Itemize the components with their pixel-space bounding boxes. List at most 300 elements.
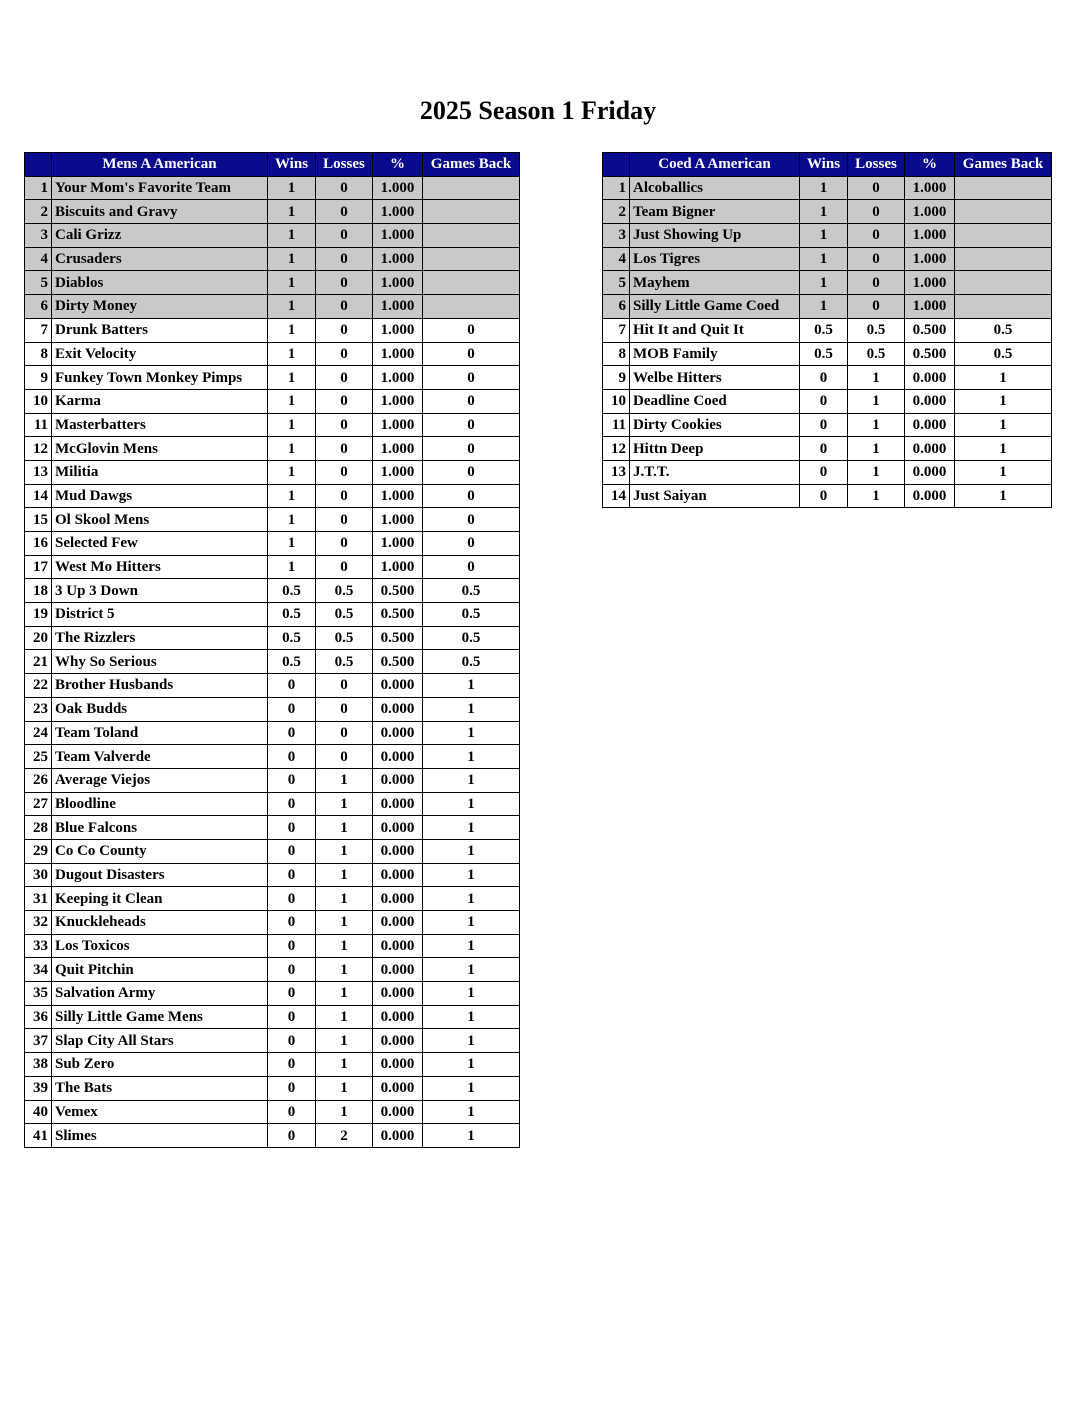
team-name-cell: Just Showing Up — [630, 224, 800, 248]
table-row — [25, 1053, 520, 1077]
rank-cell: 9 — [25, 366, 52, 390]
pct-cell: 0.000 — [373, 839, 423, 863]
games-back-cell: 0.5 — [955, 318, 1052, 342]
losses-cell: 0.5 — [316, 626, 373, 650]
losses-cell: 0 — [848, 247, 905, 271]
team-name-cell: Crusaders — [52, 247, 268, 271]
wins-cell: 0.5 — [268, 579, 316, 603]
rank-cell: 17 — [25, 555, 52, 579]
division-header: Coed A American — [630, 153, 800, 177]
table-row — [25, 721, 520, 745]
wins-cell: 0 — [268, 1053, 316, 1077]
table-row — [25, 1029, 520, 1053]
games-back-cell: 0.5 — [423, 579, 520, 603]
losses-cell: 1 — [316, 934, 373, 958]
table-row — [603, 176, 1052, 200]
wins-cell: 1 — [268, 318, 316, 342]
losses-cell: 0 — [316, 295, 373, 319]
team-name-cell: Hit It and Quit It — [630, 318, 800, 342]
pct-cell: 0.500 — [373, 579, 423, 603]
losses-cell: 1 — [316, 792, 373, 816]
losses-cell: 0 — [316, 555, 373, 579]
wins-cell: 0.5 — [268, 626, 316, 650]
wins-cell: 0 — [268, 745, 316, 769]
pct-cell: 0.000 — [373, 721, 423, 745]
table-row — [25, 200, 520, 224]
division-header: Mens A American — [52, 153, 268, 177]
pct-cell: 0.000 — [373, 887, 423, 911]
pct-cell: 0.000 — [373, 1124, 423, 1148]
wins-cell: 0 — [268, 721, 316, 745]
wins-cell: 0 — [268, 1029, 316, 1053]
rank-cell: 12 — [603, 437, 630, 461]
rank-cell: 35 — [25, 982, 52, 1006]
rank-cell: 34 — [25, 958, 52, 982]
wins-cell: 1 — [268, 389, 316, 413]
table-row — [25, 295, 520, 319]
table-row — [603, 437, 1052, 461]
losses-cell: 1 — [316, 1053, 373, 1077]
pct-cell: 1.000 — [373, 200, 423, 224]
losses-cell: 0 — [316, 247, 373, 271]
team-name-cell: Alcoballics — [630, 176, 800, 200]
team-name-cell: Drunk Batters — [52, 318, 268, 342]
pct-cell: 1.000 — [373, 295, 423, 319]
games-back-cell: 1 — [955, 484, 1052, 508]
pct-cell: 1.000 — [373, 508, 423, 532]
team-name-cell: Blue Falcons — [52, 816, 268, 840]
games-back-cell: 1 — [423, 721, 520, 745]
pct-cell: 0.000 — [373, 745, 423, 769]
team-name-cell: District 5 — [52, 603, 268, 627]
wins-cell: 1 — [800, 247, 848, 271]
rank-cell: 1 — [603, 176, 630, 200]
wins-cell: 1 — [268, 437, 316, 461]
pct-cell: 0.000 — [373, 697, 423, 721]
pct-cell: 0.000 — [373, 792, 423, 816]
losses-cell: 1 — [848, 437, 905, 461]
losses-cell: 0.5 — [316, 579, 373, 603]
games-back-cell — [423, 271, 520, 295]
losses-cell: 0 — [848, 271, 905, 295]
losses-cell: 0 — [316, 437, 373, 461]
games-back-cell: 1 — [423, 816, 520, 840]
losses-cell: 2 — [316, 1124, 373, 1148]
losses-cell: 1 — [316, 863, 373, 887]
team-name-cell: Selected Few — [52, 532, 268, 556]
page-title: 2025 Season 1 Friday — [419, 96, 657, 125]
rank-header — [25, 153, 52, 177]
games-back-cell: 1 — [423, 745, 520, 769]
team-name-cell: 3 Up 3 Down — [52, 579, 268, 603]
losses-cell: 1 — [316, 1100, 373, 1124]
table-row — [25, 792, 520, 816]
team-name-cell: J.T.T. — [630, 460, 800, 484]
rank-cell: 7 — [25, 318, 52, 342]
games-back-cell: 0 — [423, 484, 520, 508]
games-back-cell: 1 — [423, 1029, 520, 1053]
team-name-cell: Knuckleheads — [52, 911, 268, 935]
rank-cell: 31 — [25, 887, 52, 911]
rank-cell: 5 — [25, 271, 52, 295]
pct-cell: 0.000 — [905, 484, 955, 508]
table-row — [25, 508, 520, 532]
losses-cell: 1 — [848, 389, 905, 413]
team-name-cell: Salvation Army — [52, 982, 268, 1006]
losses-cell: 1 — [316, 1076, 373, 1100]
losses-cell: 0 — [848, 224, 905, 248]
pct-cell: 1.000 — [373, 555, 423, 579]
pct-cell: 1.000 — [373, 532, 423, 556]
rank-cell: 4 — [25, 247, 52, 271]
losses-cell: 0 — [316, 532, 373, 556]
losses-cell: 0 — [316, 224, 373, 248]
wins-cell: 0 — [268, 1005, 316, 1029]
table-row — [25, 982, 520, 1006]
games-back-cell — [423, 224, 520, 248]
games-back-cell: 0.5 — [423, 650, 520, 674]
wins-cell: 1 — [800, 271, 848, 295]
wins-cell: 0 — [800, 460, 848, 484]
losses-cell: 0.5 — [316, 603, 373, 627]
rank-cell: 27 — [25, 792, 52, 816]
team-name-cell: Keeping it Clean — [52, 887, 268, 911]
losses-cell: 0 — [316, 389, 373, 413]
wins-cell: 1 — [800, 176, 848, 200]
table-row — [25, 389, 520, 413]
wins-cell: 0 — [800, 437, 848, 461]
pct-cell: 0.000 — [373, 934, 423, 958]
wins-cell: 0 — [268, 697, 316, 721]
table-row — [25, 532, 520, 556]
losses-header: Losses — [316, 153, 373, 177]
wins-cell: 1 — [268, 532, 316, 556]
team-name-cell: Militia — [52, 460, 268, 484]
team-name-cell: Mayhem — [630, 271, 800, 295]
rank-cell: 11 — [25, 413, 52, 437]
wins-cell: 0.5 — [800, 318, 848, 342]
losses-cell: 1 — [316, 1005, 373, 1029]
team-name-cell: Karma — [52, 389, 268, 413]
pct-cell: 0.000 — [373, 1005, 423, 1029]
rank-cell: 6 — [603, 295, 630, 319]
table-row — [25, 887, 520, 911]
games-back-cell: 1 — [423, 1124, 520, 1148]
games-back-cell: 1 — [423, 1005, 520, 1029]
pct-cell: 1.000 — [373, 484, 423, 508]
losses-cell: 0 — [316, 200, 373, 224]
team-name-cell: Silly Little Game Mens — [52, 1005, 268, 1029]
pct-cell: 0.500 — [905, 342, 955, 366]
table-row — [25, 271, 520, 295]
wins-cell: 0 — [268, 1124, 316, 1148]
pct-cell: 1.000 — [373, 342, 423, 366]
games-back-cell: 0 — [423, 389, 520, 413]
wins-header: Wins — [268, 153, 316, 177]
table-row — [25, 745, 520, 769]
table-row — [25, 318, 520, 342]
pct-cell: 0.000 — [373, 674, 423, 698]
pct-cell: 1.000 — [373, 271, 423, 295]
table-row — [603, 389, 1052, 413]
table-row — [25, 579, 520, 603]
wins-cell: 0 — [268, 839, 316, 863]
wins-cell: 0 — [268, 982, 316, 1006]
team-name-cell: The Rizzlers — [52, 626, 268, 650]
games-back-cell — [423, 247, 520, 271]
pct-cell: 0.000 — [373, 958, 423, 982]
games-back-cell: 0 — [423, 532, 520, 556]
rank-cell: 1 — [25, 176, 52, 200]
table-row — [25, 176, 520, 200]
rank-cell: 19 — [25, 603, 52, 627]
pct-cell: 0.000 — [905, 413, 955, 437]
team-name-cell: Los Toxicos — [52, 934, 268, 958]
team-name-cell: Slimes — [52, 1124, 268, 1148]
wins-cell: 1 — [800, 295, 848, 319]
wins-cell: 1 — [268, 176, 316, 200]
games-back-cell: 1 — [423, 911, 520, 935]
wins-cell: 0 — [268, 792, 316, 816]
games-back-cell — [955, 295, 1052, 319]
wins-cell: 1 — [268, 247, 316, 271]
table-row — [25, 697, 520, 721]
pct-cell: 1.000 — [373, 413, 423, 437]
team-name-cell: Bloodline — [52, 792, 268, 816]
team-name-cell: Quit Pitchin — [52, 958, 268, 982]
table-row — [25, 958, 520, 982]
team-name-cell: West Mo Hitters — [52, 555, 268, 579]
table-row — [25, 1124, 520, 1148]
games-back-cell — [955, 200, 1052, 224]
rank-cell: 2 — [603, 200, 630, 224]
games-back-cell: 1 — [423, 768, 520, 792]
pct-header: % — [905, 153, 955, 177]
rank-cell: 26 — [25, 768, 52, 792]
losses-cell: 0 — [316, 271, 373, 295]
rank-cell: 41 — [25, 1124, 52, 1148]
wins-cell: 1 — [268, 224, 316, 248]
games-back-cell: 1 — [423, 1053, 520, 1077]
table-row — [25, 816, 520, 840]
games-back-cell: 1 — [423, 934, 520, 958]
team-name-cell: MOB Family — [630, 342, 800, 366]
team-name-cell: Welbe Hitters — [630, 366, 800, 390]
team-name-cell: The Bats — [52, 1076, 268, 1100]
team-name-cell: Brother Husbands — [52, 674, 268, 698]
rank-cell: 21 — [25, 650, 52, 674]
table-row — [25, 768, 520, 792]
table-row — [603, 413, 1052, 437]
rank-cell: 32 — [25, 911, 52, 935]
games-back-cell — [955, 224, 1052, 248]
rank-cell: 5 — [603, 271, 630, 295]
team-name-cell: Los Tigres — [630, 247, 800, 271]
table-row — [25, 555, 520, 579]
games-back-cell: 0 — [423, 318, 520, 342]
pct-cell: 0.000 — [905, 366, 955, 390]
pct-cell: 0.000 — [373, 863, 423, 887]
wins-cell: 1 — [800, 224, 848, 248]
losses-cell: 0 — [316, 342, 373, 366]
table-header-row — [603, 153, 1052, 177]
games-back-cell: 1 — [955, 413, 1052, 437]
rank-cell: 14 — [25, 484, 52, 508]
games-back-cell — [955, 271, 1052, 295]
wins-cell: 0 — [800, 389, 848, 413]
team-name-cell: Vemex — [52, 1100, 268, 1124]
table-row — [603, 271, 1052, 295]
pct-cell: 1.000 — [905, 247, 955, 271]
losses-cell: 0 — [316, 721, 373, 745]
pct-cell: 1.000 — [373, 437, 423, 461]
wins-cell: 1 — [268, 366, 316, 390]
rank-cell: 12 — [25, 437, 52, 461]
rank-cell: 39 — [25, 1076, 52, 1100]
wins-cell: 0 — [800, 484, 848, 508]
table-row — [25, 413, 520, 437]
pct-cell: 1.000 — [905, 176, 955, 200]
games-back-cell: 1 — [955, 366, 1052, 390]
losses-cell: 0 — [316, 366, 373, 390]
table-row — [25, 247, 520, 271]
pct-cell: 0.000 — [373, 911, 423, 935]
losses-header: Losses — [848, 153, 905, 177]
table-row — [25, 603, 520, 627]
pct-cell: 0.000 — [373, 1100, 423, 1124]
pct-cell: 0.000 — [373, 1053, 423, 1077]
rank-cell: 9 — [603, 366, 630, 390]
games-back-cell — [423, 200, 520, 224]
games-back-cell — [955, 247, 1052, 271]
table-row — [25, 911, 520, 935]
team-name-cell: Masterbatters — [52, 413, 268, 437]
pct-cell: 1.000 — [373, 176, 423, 200]
games-back-cell: 0 — [423, 508, 520, 532]
team-name-cell: Slap City All Stars — [52, 1029, 268, 1053]
wins-cell: 0 — [268, 863, 316, 887]
table-row — [25, 484, 520, 508]
games-back-cell: 1 — [955, 389, 1052, 413]
pct-cell: 1.000 — [905, 224, 955, 248]
table-row — [603, 295, 1052, 319]
wins-header: Wins — [800, 153, 848, 177]
table-header-row — [25, 153, 520, 177]
pct-cell: 0.500 — [373, 603, 423, 627]
team-name-cell: Diablos — [52, 271, 268, 295]
games-back-cell: 1 — [423, 982, 520, 1006]
games-back-cell: 1 — [423, 887, 520, 911]
rank-cell: 11 — [603, 413, 630, 437]
wins-cell: 0.5 — [800, 342, 848, 366]
rank-cell: 38 — [25, 1053, 52, 1077]
table-row — [25, 460, 520, 484]
table-row — [603, 484, 1052, 508]
rank-cell: 36 — [25, 1005, 52, 1029]
pct-cell: 0.000 — [373, 982, 423, 1006]
rank-cell: 8 — [603, 342, 630, 366]
rank-cell: 7 — [603, 318, 630, 342]
rank-cell: 8 — [25, 342, 52, 366]
wins-cell: 1 — [268, 484, 316, 508]
pct-header: % — [373, 153, 423, 177]
losses-cell: 0 — [848, 176, 905, 200]
losses-cell: 0.5 — [848, 318, 905, 342]
team-name-cell: Funkey Town Monkey Pimps — [52, 366, 268, 390]
pct-cell: 1.000 — [373, 224, 423, 248]
table-row — [25, 863, 520, 887]
games-back-cell: 0.5 — [423, 626, 520, 650]
pct-cell: 1.000 — [373, 366, 423, 390]
table-row — [25, 1005, 520, 1029]
wins-cell: 0.5 — [268, 650, 316, 674]
rank-cell: 24 — [25, 721, 52, 745]
rank-cell: 13 — [603, 460, 630, 484]
games-back-cell — [423, 295, 520, 319]
losses-cell: 1 — [316, 958, 373, 982]
table-row — [603, 224, 1052, 248]
table-row — [25, 934, 520, 958]
losses-cell: 1 — [848, 460, 905, 484]
wins-cell: 1 — [268, 555, 316, 579]
losses-cell: 0 — [848, 295, 905, 319]
wins-cell: 1 — [268, 413, 316, 437]
rank-cell: 2 — [25, 200, 52, 224]
table-row — [25, 224, 520, 248]
games-back-cell: 0 — [423, 437, 520, 461]
losses-cell: 0.5 — [848, 342, 905, 366]
rank-cell: 30 — [25, 863, 52, 887]
games-back-cell: 1 — [423, 958, 520, 982]
team-name-cell: Hittn Deep — [630, 437, 800, 461]
losses-cell: 0.5 — [316, 650, 373, 674]
pct-cell: 1.000 — [373, 389, 423, 413]
games-back-cell: 1 — [423, 839, 520, 863]
team-name-cell: Dirty Cookies — [630, 413, 800, 437]
wins-cell: 0 — [268, 958, 316, 982]
pct-cell: 0.000 — [373, 1076, 423, 1100]
wins-cell: 0 — [268, 816, 316, 840]
losses-cell: 0 — [316, 697, 373, 721]
losses-cell: 0 — [316, 460, 373, 484]
rank-cell: 14 — [603, 484, 630, 508]
losses-cell: 1 — [848, 366, 905, 390]
rank-cell: 10 — [603, 389, 630, 413]
team-name-cell: Dugout Disasters — [52, 863, 268, 887]
rank-cell: 25 — [25, 745, 52, 769]
games-back-cell: 0 — [423, 460, 520, 484]
pct-cell: 1.000 — [905, 200, 955, 224]
wins-cell: 1 — [800, 200, 848, 224]
team-name-cell: Average Viejos — [52, 768, 268, 792]
table-row — [603, 342, 1052, 366]
table-row — [25, 366, 520, 390]
table-row — [25, 839, 520, 863]
rank-header — [603, 153, 630, 177]
losses-cell: 0 — [316, 484, 373, 508]
team-name-cell: Oak Budds — [52, 697, 268, 721]
table-row — [25, 650, 520, 674]
table-row — [603, 247, 1052, 271]
wins-cell: 0 — [800, 413, 848, 437]
games-back-cell: 0 — [423, 366, 520, 390]
games-back-cell: 0 — [423, 413, 520, 437]
table-row — [603, 460, 1052, 484]
coed-standings-table — [602, 152, 1052, 508]
team-name-cell: Just Saiyan — [630, 484, 800, 508]
games-back-cell — [423, 176, 520, 200]
team-name-cell: Mud Dawgs — [52, 484, 268, 508]
